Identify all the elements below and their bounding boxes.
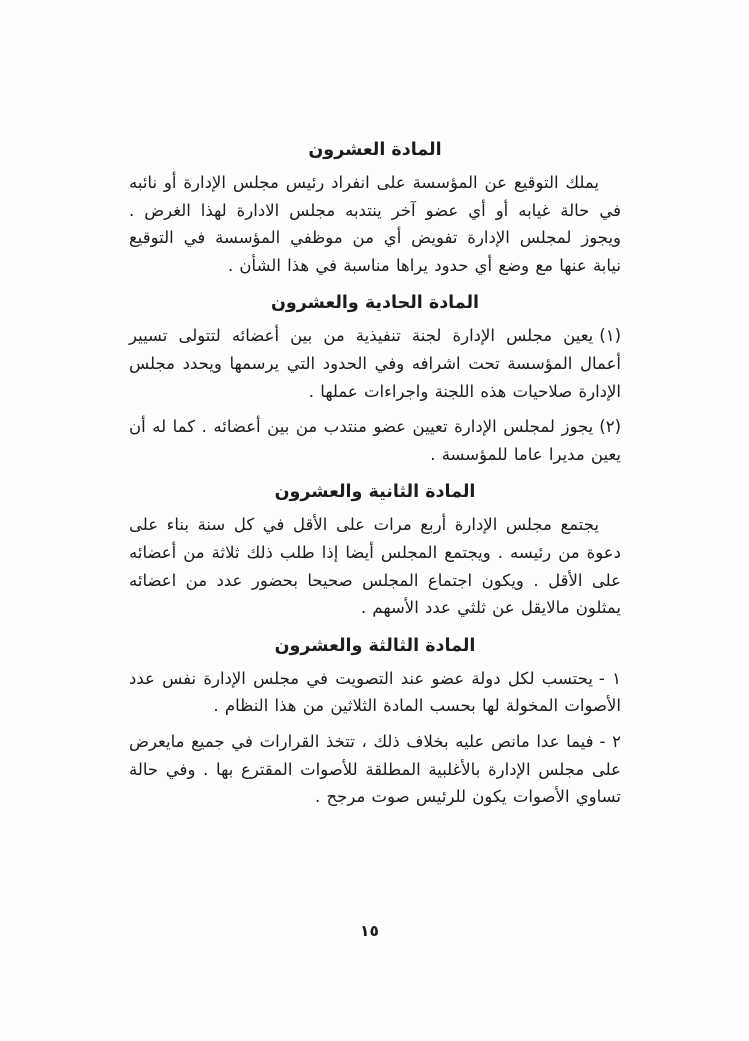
article-22-title: المادة الثانية والعشرون	[274, 482, 476, 503]
article-21-item-2	[129, 413, 621, 468]
page-content	[129, 140, 621, 825]
item-marker: (٢)	[599, 417, 621, 437]
article-21-item-1-paragraph	[129, 322, 621, 405]
item-marker: ١ -	[598, 668, 621, 688]
article-21-item-1	[129, 322, 621, 405]
article-23-item-1	[129, 665, 621, 720]
article-21-item-2-paragraph	[129, 413, 621, 468]
item-text: يجوز لمجلس الإدارة تعيين عضو منتدب من بين أعضائه . كما له أن يعين مديرا عاما للمؤسسة .	[129, 417, 621, 464]
article-23-item-2-paragraph	[129, 728, 621, 811]
article-22	[129, 482, 621, 621]
article-20	[129, 140, 621, 279]
article-20-title: المادة العشرون	[308, 140, 442, 160]
article-23-item-2	[129, 728, 621, 811]
article-23	[129, 636, 621, 811]
item-marker: ٢ -	[599, 731, 621, 751]
article-23-title: المادة الثالثة والعشرون	[274, 635, 476, 656]
item-marker: (١)	[599, 326, 621, 346]
item-text: يعين مجلس الإدارة لجنة تنفيذية من بين أعضائه لتتولى تسيير أعمال المؤسسة تحت اشرافه وفي الحدود التي يرسمها ويحدد مجلس الإدارة صلاحيات هذه اللجنة واجراءات عملها .	[129, 326, 621, 401]
article-21-title: المادة الحادية والعشرون	[270, 293, 480, 314]
article-22-paragraph: يجتمع مجلس الإدارة أربع مرات على الأقل في كل سنة بناء على دعوة من رئيسه . ويجتمع المجلس أيضا إذا طلب ذلك ثلاثة من أعضائه على الأقل . ويكون اجتماع المجلس صحيحا بحضور عدد من اعضائه يمثلون مالايقل عن ثلثي عدد الأسهم .	[129, 515, 621, 618]
article-21	[129, 293, 621, 468]
article-20-paragraph: يملك التوقيع عن المؤسسة على انفراد رئيس مجلس الإدارة أو نائبه في حالة غيابه أو أي عضو آخر ينتدبه مجلس الادارة لهذا الغرض . ويجوز لمجلس الإدارة تفويض أي من موظفي المؤسسة في التوقيع نيابة عنها مع وضع أي حدود يراها مناسبة في هذا الشأن .	[129, 173, 621, 275]
item-text: يحتسب لكل دولة عضو عند التصويت في مجلس الإدارة نفس عدد الأصوات المخولة لها بحسب المادة الثلاثين من هذا النظام .	[129, 668, 621, 716]
article-23-item-1-paragraph	[129, 665, 621, 720]
item-text: فيما عدا مانص عليه بخلاف ذلك ، تتخذ القرارات في جميع مايعرض على مجلس الإدارة بالأغلبية المطلقة للأصوات المقترع بها . وفي حالة تساوي الأصوات يكون للرئيس صوت مرجح .	[129, 731, 621, 807]
page-number: ١٥	[360, 922, 379, 940]
